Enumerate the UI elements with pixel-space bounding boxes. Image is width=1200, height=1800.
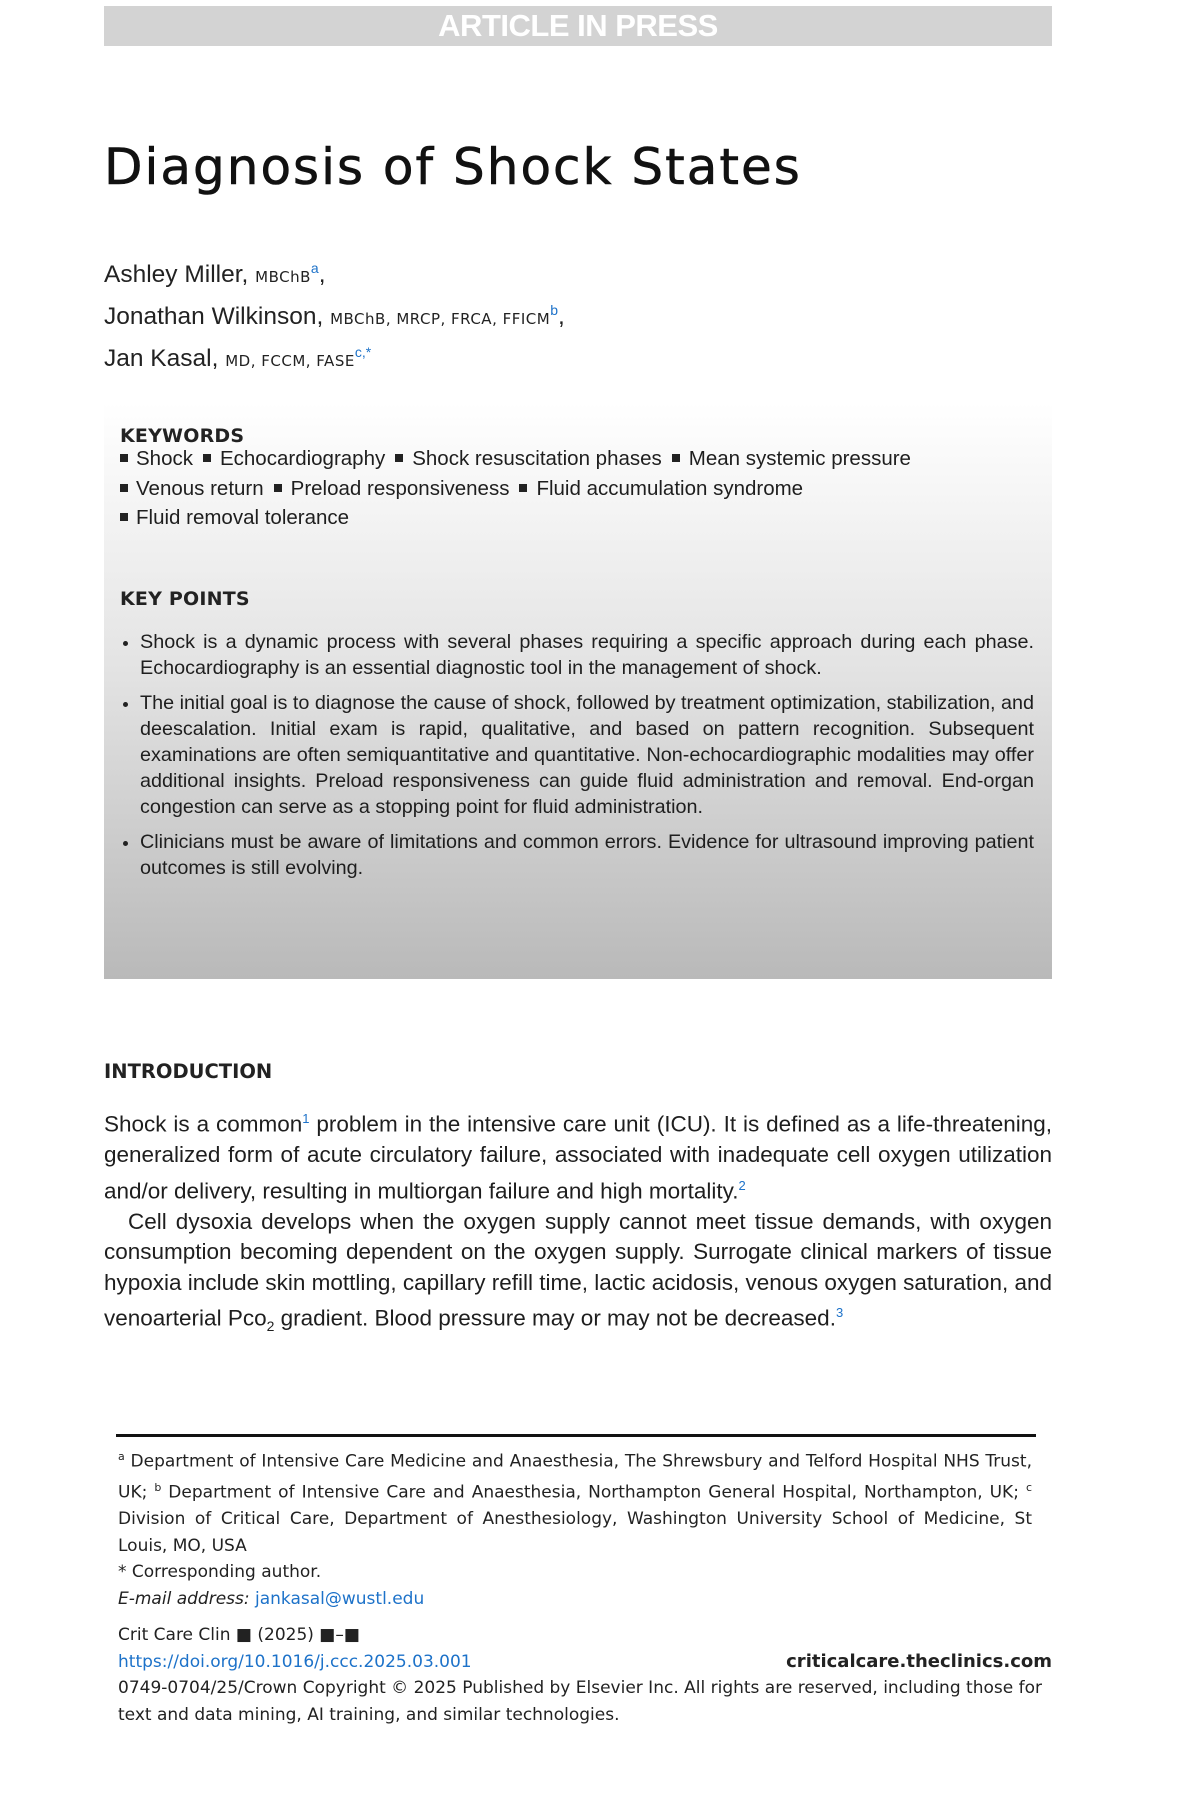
reference-link[interactable]: 3 bbox=[835, 1305, 844, 1320]
keyword: Preload responsiveness bbox=[290, 476, 510, 500]
author-list bbox=[104, 252, 565, 378]
author-name: Jonathan Wilkinson, bbox=[104, 303, 324, 331]
affiliation-mark: c bbox=[1025, 1481, 1032, 1495]
text-span: Cell dysoxia develops when the oxygen supply cannot meet tissue demands, with oxygen consumption becoming dependent on the oxygen supply. Surrogate clinical markers of tissue hypoxia include skin mottling, capillary refill time, lactic acidosis, venous oxygen saturation, and venoarterial Pco bbox=[104, 1208, 1052, 1331]
text-span: gradient. Blood pressure may or may not be decreased. bbox=[274, 1305, 836, 1331]
reference-link[interactable]: 1 bbox=[302, 1111, 310, 1126]
affiliation-b: Department of Intensive Care and Anaesthesia, Northampton General Hospital, Northampton, UK; bbox=[161, 1482, 1026, 1503]
page-footer bbox=[118, 1622, 1052, 1728]
key-point-item: The initial goal is to diagnose the cause of shock, followed by treatment optimization, stabilization, and deescalation. Initial exam is rapid, qualitative, and based on pattern recognition. Subsequent examinations are often semiquantitative and quantitative. Non-echocardiographic modalities may offer additional insights. Preload responsiveness can guide fluid administration and removal. End-organ congestion can serve as a stopping point for fluid administration. bbox=[120, 690, 1034, 820]
email-link[interactable]: jankasal@wustl.edu bbox=[255, 1588, 425, 1609]
article-title: Diagnosis of Shock States bbox=[104, 138, 802, 196]
bullet-square-icon bbox=[120, 484, 128, 492]
affiliation-mark: a bbox=[118, 1450, 125, 1463]
journal-citation: Crit Care Clin ■ (2025) ■–■ bbox=[118, 1625, 360, 1645]
email-label: E-mail address: bbox=[118, 1588, 250, 1609]
author-line bbox=[104, 252, 565, 294]
keyword: Fluid accumulation syndrome bbox=[536, 476, 804, 500]
keyword: Fluid removal tolerance bbox=[136, 506, 350, 529]
introduction-body bbox=[104, 1104, 1052, 1342]
author-name: Jan Kasal, bbox=[104, 345, 219, 373]
footer-row bbox=[118, 1649, 1052, 1676]
journal-site: criticalcare.theclinics.com bbox=[786, 1650, 1052, 1672]
corresponding-author: * Corresponding author. bbox=[118, 1562, 322, 1583]
paragraph bbox=[104, 1104, 1052, 1207]
keywords-list bbox=[120, 444, 1040, 533]
keywords-keypoints-box bbox=[104, 403, 1052, 979]
subscript: 2 bbox=[266, 1318, 275, 1334]
bullet-square-icon bbox=[120, 513, 128, 521]
keyword: Echocardiography bbox=[219, 447, 386, 470]
bullet-square-icon bbox=[672, 454, 680, 462]
key-point-item: Clinicians must be aware of limitations and common errors. Evidence for ultrasound improving patient outcomes is still evolving. bbox=[120, 829, 1034, 881]
footnote-divider bbox=[116, 1434, 1036, 1437]
email-line bbox=[118, 1586, 1032, 1613]
bullet-square-icon bbox=[274, 484, 282, 492]
doi-link[interactable]: https://doi.org/10.1016/j.ccc.2025.03.001 bbox=[118, 1651, 472, 1672]
keyword: Shock bbox=[136, 447, 193, 470]
keyword: Venous return bbox=[136, 476, 264, 500]
author-degrees: MD, FCCM, FASE bbox=[225, 352, 355, 371]
article-in-press-banner: ARTICLE IN PRESS bbox=[104, 6, 1052, 46]
introduction-heading: INTRODUCTION bbox=[104, 1060, 273, 1083]
affiliation-mark: b bbox=[154, 1481, 162, 1495]
reference-link[interactable]: 2 bbox=[738, 1177, 746, 1193]
text-span: Shock is a common bbox=[104, 1111, 303, 1137]
author-name: Ashley Miller, bbox=[104, 261, 249, 289]
affiliation-c: Division of Critical Care, Department of Anesthesiology, Washington University School of Medicine, St Louis, MO, USA bbox=[118, 1509, 1032, 1556]
keyword: Shock resuscitation phases bbox=[412, 447, 662, 470]
key-points-list bbox=[120, 629, 1034, 890]
bullet-square-icon bbox=[120, 454, 128, 462]
affiliations-footnote bbox=[118, 1444, 1032, 1612]
affiliation-link[interactable]: a bbox=[310, 260, 319, 276]
paragraph bbox=[104, 1207, 1052, 1342]
affiliation-a: Department of Intensive Care Medicine and Anaesthesia, The Shrewsbury and Telford Hospital NHS Trust, UK; bbox=[118, 1451, 1032, 1503]
keywords-heading: KEYWORDS bbox=[120, 425, 245, 447]
author-degrees: MBChB, MRCP, FRCA, FFICM bbox=[330, 310, 551, 329]
affiliation-link[interactable]: c,* bbox=[354, 344, 372, 361]
bullet-square-icon bbox=[519, 484, 527, 492]
key-point-item: Shock is a dynamic process with several phases requiring a specific approach during each phase. Echocardiography is an essential diagnostic tool in the management of shock. bbox=[120, 629, 1034, 681]
author-line bbox=[104, 294, 565, 336]
author-degrees: MBChB bbox=[255, 268, 311, 287]
author-line bbox=[104, 336, 565, 378]
key-points-heading: KEY POINTS bbox=[120, 588, 250, 610]
bullet-square-icon bbox=[203, 454, 211, 462]
author-trail: , bbox=[558, 303, 565, 331]
keyword: Mean systemic pressure bbox=[688, 447, 911, 470]
affiliation-link[interactable]: b bbox=[550, 302, 558, 319]
bullet-square-icon bbox=[395, 454, 403, 462]
text-span: problem in the intensive care unit (ICU). It is defined as a life-threatening, generalized form of acute circulatory failure, associated with inadequate cell oxygen utilization and/or delivery, resulting in multiorgan failure and high mortality. bbox=[104, 1111, 1052, 1203]
copyright-notice: 0749-0704/25/Crown Copyright © 2025 Published by Elsevier Inc. All rights are reserved, including those for text and data mining, AI training, and similar technologies. bbox=[118, 1678, 1042, 1725]
author-trail: , bbox=[318, 261, 326, 289]
affiliation-text bbox=[118, 1444, 1032, 1559]
